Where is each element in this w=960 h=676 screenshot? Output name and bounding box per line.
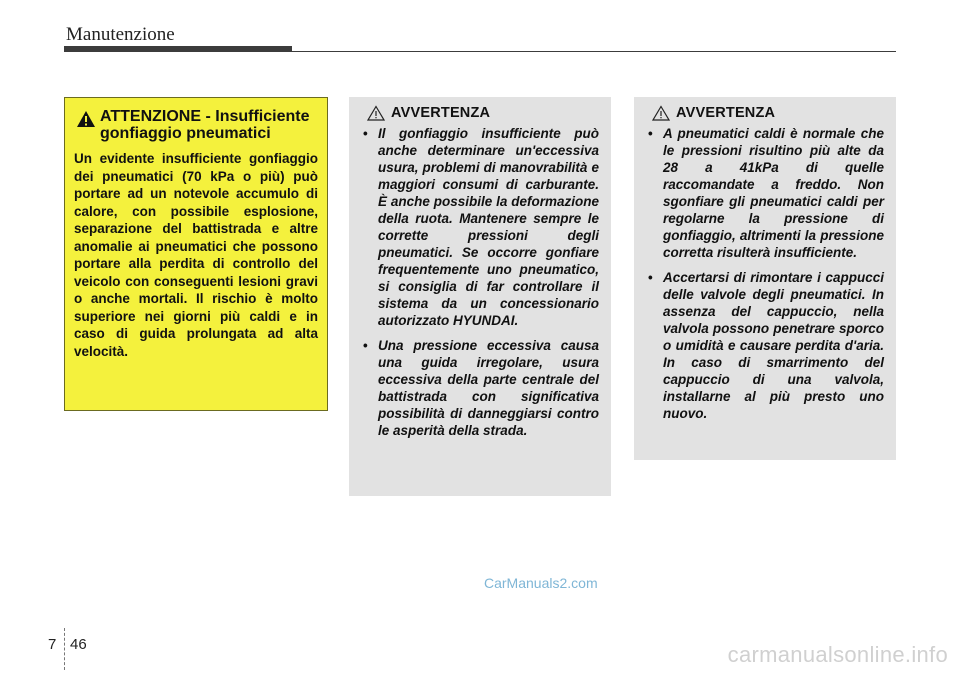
warning-box [64,97,328,411]
caution-box-2 [634,97,896,460]
watermark-link[interactable]: CarManuals2.com [484,575,598,591]
header-bar [64,46,292,52]
list-item: • Una pressione eccessiva causa una guida irregolare, usura eccessiva della parte centrale del battistrada con significativa possibilità di danneggiarsi contro le asperità della strada. [361,337,599,439]
list-item: • Il gonfiaggio insufficiente può anche determinare un'eccessiva usura, problemi di manovrabilità e maggiori consumi di carburante. È anche possibile la deformazione della ruota. Mantenere sempre le corrette pressioni degli pneumatici. Se occorre gonfiare frequentemente uno pneumatico, si consiglia di far controllare il sistema da un concessionario autorizzato HYUNDAI. [361,125,599,329]
warning-header [74,108,318,142]
caution-triangle-icon [367,105,385,121]
caution-list [361,125,599,439]
section-title: Manutenzione [66,24,175,45]
caution-title: AVVERTENZA [676,105,776,121]
caution-title: AVVERTENZA [391,105,491,121]
list-item: • A pneumatici caldi è normale che le pressioni risultino più alte da 28 a 41kPa di quelle raccomandate a freddo. Non sgonfiare gli pneumatici caldi per regolarne la pressione di gonfiaggio, altrimenti la pressione corretta risulterà insufficiente. [646,125,884,261]
page-number: 46 [70,636,87,653]
chapter-number: 7 [48,636,57,653]
header-rule [292,51,896,52]
caution-header [367,105,599,121]
list-item: • Accertarsi di rimontare i cappucci delle valvole degli pneumatici. In assenza del cappuccio, nella valvola possono penetrare sporco o umidità e causare perdita d'aria. In caso di smarrimento del cappuccio di una valvola, installarne al più presto uno nuovo. [646,269,884,422]
caution-header [652,105,884,121]
warning-body: Un evidente insufficiente gonfiaggio dei pneumatici (70 kPa o più) può portare ad un notevole accumulo di calore, con possibile esplosione, separazione del battistrada e altre anomalie ai pneumatici che possono portare alla perdita di controllo del veicolo con conseguenti lesioni gravi o anche mortali. Il rischio è molto superiore nei giorni più caldi e in caso di guida prolungata ad alta velocità. [74,151,318,359]
page-divider [64,628,65,670]
warning-triangle-icon [76,110,96,128]
caution-box-1 [349,97,611,496]
caution-list [646,125,884,422]
caution-triangle-icon [652,105,670,121]
footer-site-watermark: carmanualsonline.info [727,642,948,667]
warning-title: ATTENZIONE - Insufficiente gonfiaggio pneumatici [100,108,310,142]
